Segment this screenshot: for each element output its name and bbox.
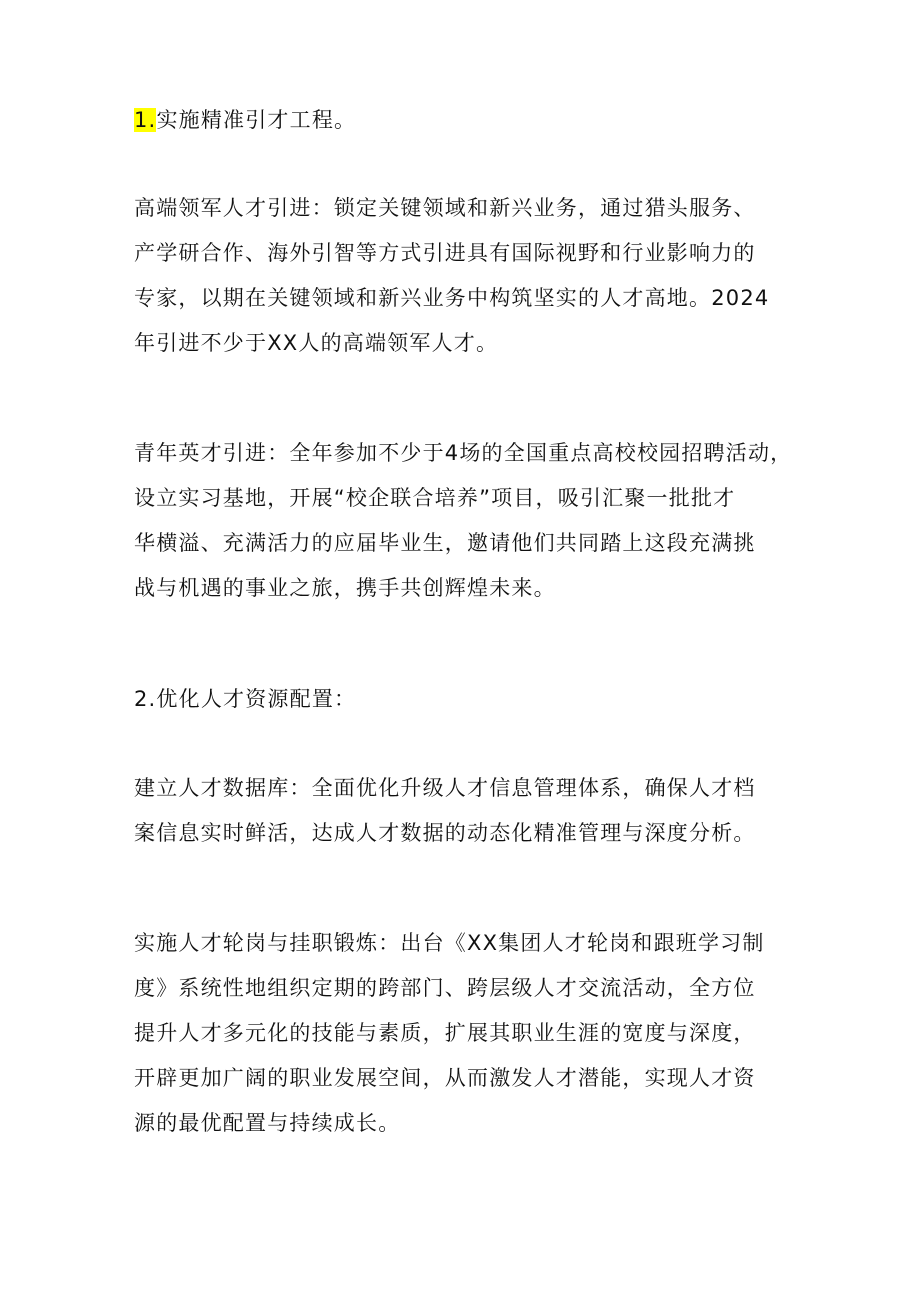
highlighted-number: 1. (134, 108, 157, 132)
paragraph-line: 战与机遇的事业之旅，携手共创辉煌未来。 (134, 576, 556, 600)
paragraph-line: 设立实习基地，开展“校企联合培养”项目，吸引汇聚一批批才 (134, 486, 736, 510)
paragraph-line: 建立人才数据库：全面优化升级人才信息管理体系，确保人才档 (134, 776, 756, 800)
paragraph-line: 案信息实时鲜活，达成人才数据的动态化精准管理与深度分析。 (134, 821, 756, 845)
paragraph-talent-database (134, 766, 790, 856)
paragraph-line: 源的最优配置与持续成长。 (134, 1111, 401, 1135)
heading-text: 实施精准引才工程。 (156, 108, 357, 132)
paragraph-line: 华横溢、充满活力的应届毕业生，邀请他们共同踏上这段充满挑 (134, 531, 756, 555)
paragraph-line: 提升人才多元化的技能与素质，扩展其职业生涯的宽度与深度， (134, 1021, 756, 1045)
heading-precise-talent-recruitment (134, 98, 790, 143)
paragraph-youth-talent (134, 431, 793, 611)
paragraph-line: 专家，以期在关键领域和新兴业务中构筑坚实的人才高地。2024 (134, 286, 770, 310)
heading-text: 2.优化人才资源配置： (134, 687, 357, 711)
paragraph-line: 青年英才引进：全年参加不少于4场的全国重点高校校园招聘活动， (134, 441, 793, 465)
paragraph-high-end-talent (134, 186, 790, 366)
paragraph-line: 度》系统性地组织定期的跨部门、跨层级人才交流活动，全方位 (134, 976, 756, 1000)
paragraph-line: 高端领军人才引进：锁定关键领域和新兴业务，通过猎头服务、 (134, 196, 756, 220)
heading-line (134, 98, 790, 143)
paragraph-line: 产学研合作、海外引智等方式引进具有国际视野和行业影响力的 (134, 241, 756, 265)
heading-optimize-talent-allocation (134, 677, 790, 722)
paragraph-talent-rotation (134, 921, 790, 1146)
paragraph-line: 年引进不少于XX人的高端领军人才。 (134, 331, 499, 355)
paragraph-line: 开辟更加广阔的职业发展空间，从而激发人才潜能，实现人才资 (134, 1066, 756, 1090)
paragraph-line: 实施人才轮岗与挂职锻炼：出台《XX集团人才轮岗和跟班学习制 (134, 931, 765, 955)
